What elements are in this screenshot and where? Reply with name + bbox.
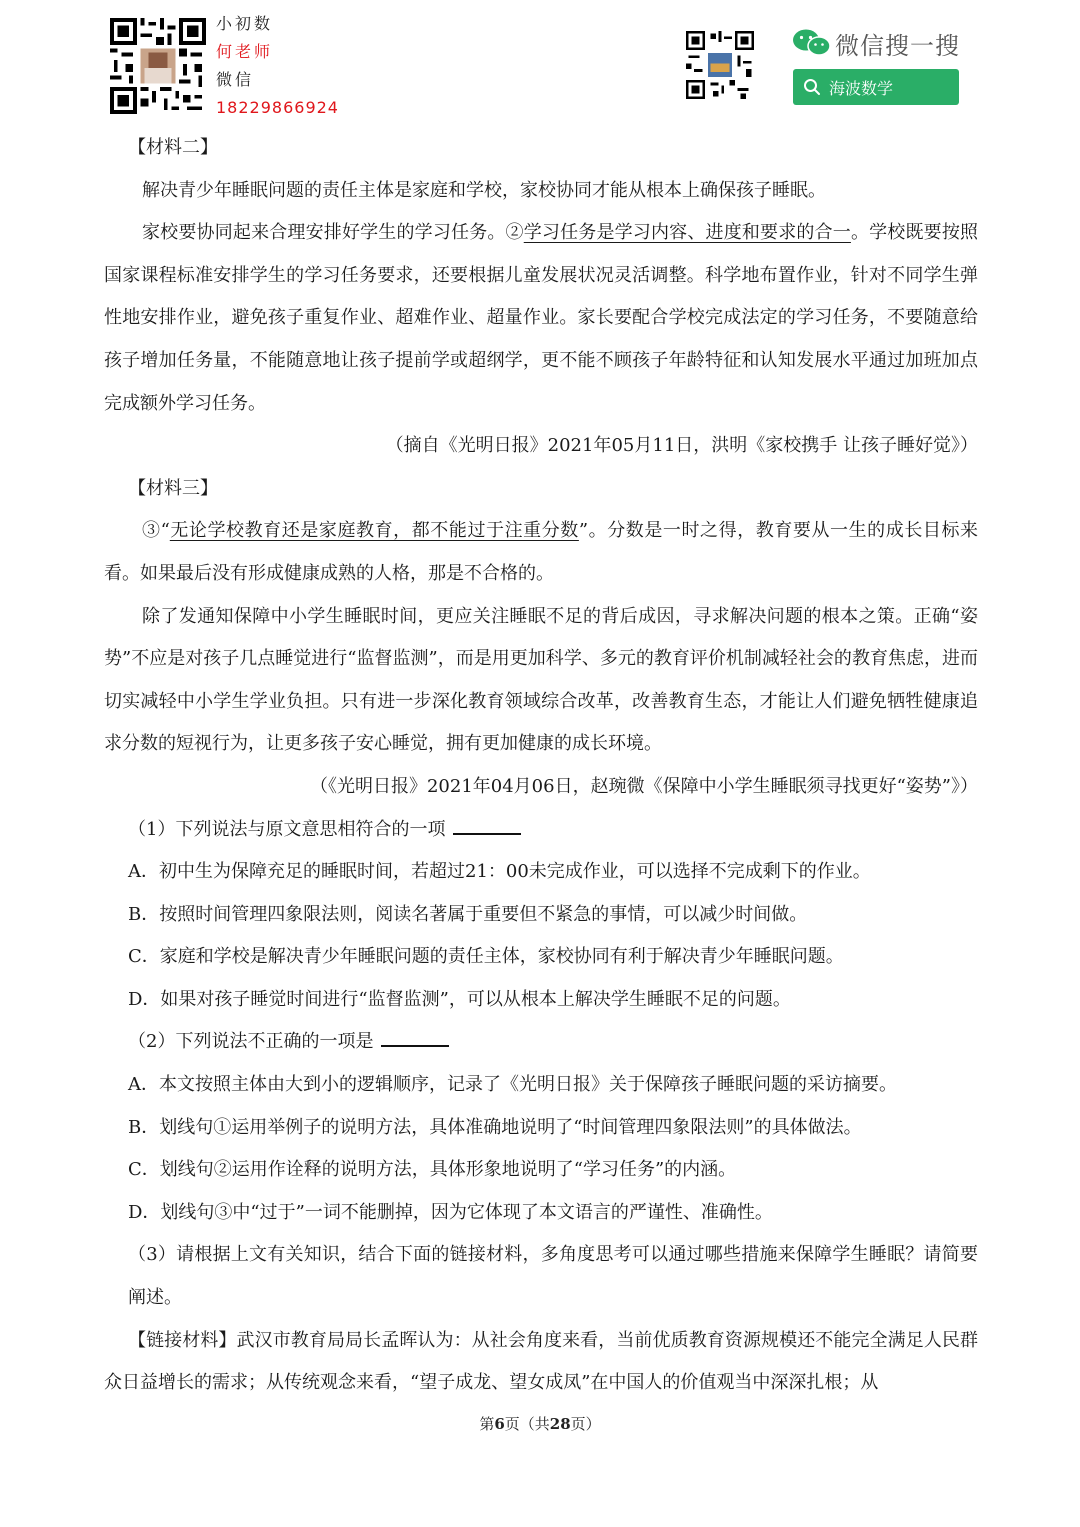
question-1: （1）下列说法与原文意思相符合的一项 (104, 809, 978, 852)
link-material-text: 武汉市教育局局长孟晖认为：从社会角度来看，当前优质教育资源规模还不能完全满足人民群众日益增长的需求；从传统观念来看，“望子成龙、望女成凤”在中国人的价值观当中深深扎根；从 (104, 1329, 979, 1394)
q1-option-c: C．家庭和学校是解决青少年睡眠问题的责任主体，家校协同有利于解决青少年睡眠问题。 (128, 946, 844, 968)
contact-line-2: 何老师 (216, 42, 274, 61)
q2-option-c: C．划线句②运用作诠释的说明方法，具体形象地说明了“学习任务”的内涵。 (128, 1159, 737, 1181)
page-total: 28 (549, 1415, 571, 1433)
q2-option-a: A．本文按照主体由大到小的逻辑顺序，记录了《光明日报》关于保障孩子睡眠问题的采访摘要。 (128, 1074, 897, 1096)
search-icon (803, 78, 821, 96)
material-three-paragraph-2: 除了发通知保障中小学生睡眠时间，更应关注睡眠不足的背后成因，寻求解决问题的根本之策。正确“姿势”不应是对孩子几点睡觉进行“监督监测”，而是用更加科学、多元的教育评价机制减轻社会的教育焦虑，进而切实减轻中小学生学业负担。只有进一步深化教育领域综合改革，改善教育生态，才能让人们避免牺牲健康追求分数的短视行为，让更多孩子安心睡觉，拥有更加健康的成长环境。 (104, 605, 978, 755)
search-button[interactable] (793, 69, 959, 105)
material-three-paragraph-1: ③“无论学校教育还是家庭教育，都不能过于注重分数”。分数是一时之得，教育要从一生的成长目标来看。如果最后没有形成健康成熟的人格，那是不合格的。 (104, 520, 979, 584)
contact-line-3: 微信 (216, 70, 255, 89)
q1-option-b: B．按照时间管理四象限法则，阅读名著属于重要但不紧急的事情，可以减少时间做。 (128, 903, 808, 925)
underlined-sentence-2: 学习任务是学习内容、进度和要求的合一 (523, 222, 851, 244)
material-two-paragraph-2: 家校要协同起来合理安排好学生的学习任务。②学习任务是学习内容、进度和要求的合一。学校既要按照国家课程标准安排学生的学习任务要求，还要根据儿童发展状况灵活调整。科学地布置作业，针对不同学生弹性地安排作业，避免孩子重复作业、超难作业、超量作业。家长要配合学校完成法定的学习任务，不要随意给孩子增加任务量，不能随意地让孩子提前学或超纲学，更不能不顾孩子年龄特征和认知发展水平通过加班加点完成额外学习任务。 (104, 222, 979, 414)
search-term: 海波数学 (829, 78, 894, 98)
material-two-paragraph-1: 解决青少年睡眠问题的责任主体是家庭和学校，家校协同才能从根本上确保孩子睡眠。 (142, 179, 826, 201)
wechat-logo-icon (792, 28, 832, 58)
material-three-source: （《光明日报》2021年04月06日，赵琬微《保障中小学生睡眠须寻找更好“姿势”》） (309, 775, 978, 797)
document-body (104, 127, 978, 1405)
contact-info (216, 10, 339, 122)
q2-option-b: B．划线句①运用举例子的说明方法，具体准确地说明了“时间管理四象限法则”的具体做法。 (128, 1116, 862, 1138)
qr-code-left (109, 18, 207, 114)
material-two-heading: 【材料二】 (128, 137, 218, 158)
q1-option-a: A．初中生为保障充足的睡眠时间，若超过21：00未完成作业，可以选择不完成剩下的作业。 (128, 861, 871, 883)
question-3: （3）请根据上文有关知识，结合下面的链接材料，多角度思考可以通过哪些措施来保障学生睡眠？请简要阐述。 (128, 1244, 978, 1309)
answer-blank-2[interactable] (381, 1027, 449, 1047)
link-material-heading: 【链接材料】 (128, 1329, 237, 1351)
material-two-source: （摘自《光明日报》2021年05月11日，洪明《家校携手 让孩子睡好觉》） (385, 435, 978, 457)
material-three-heading: 【材料三】 (128, 477, 218, 499)
underlined-sentence-3: 无论学校教育还是家庭教育，都不能过于注重分数 (169, 520, 579, 542)
answer-blank-1[interactable] (453, 815, 521, 835)
contact-phone: 18229866924 (216, 98, 339, 117)
page-footer: 第6页（共28页） (479, 1415, 601, 1433)
contact-line-1: 小初数 (216, 14, 274, 33)
qr-code-right (686, 31, 754, 99)
page-number: 6 (494, 1415, 505, 1433)
wechat-search-label: 微信搜一搜 (835, 32, 960, 60)
question-2: （2）下列说法不正确的一项是 (104, 1021, 978, 1064)
q2-option-d: D．划线句③中“过于”一词不能删掉，因为它体现了本文语言的严谨性、准确性。 (128, 1201, 773, 1223)
link-material (104, 1320, 978, 1405)
q1-option-d: D．如果对孩子睡觉时间进行“监督监测”，可以从根本上解决学生睡眠不足的问题。 (128, 988, 791, 1010)
